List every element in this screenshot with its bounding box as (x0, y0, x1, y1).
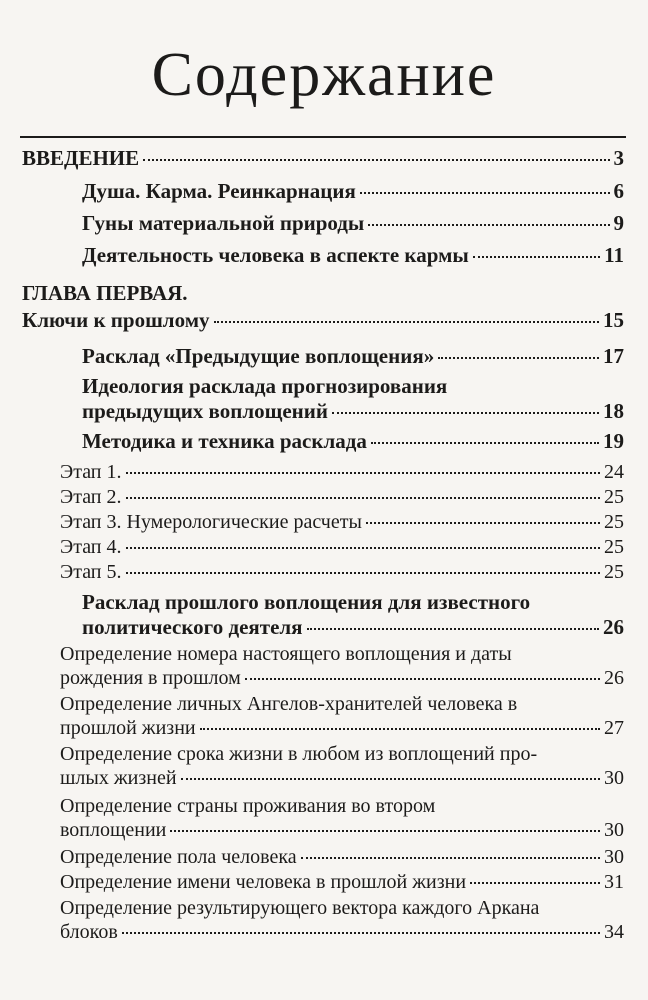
toc-entry-text: политического деятеля (82, 615, 303, 639)
toc-entry-page: 9 (613, 211, 624, 235)
leader-dots (366, 522, 600, 524)
toc-entry-keys-to-past[interactable] (22, 310, 624, 331)
toc-entry-stage-4[interactable] (60, 537, 624, 557)
toc-entry-page: 17 (603, 344, 624, 368)
toc-entry-text: Определение пола человека (60, 846, 297, 868)
toc-entry-page: 24 (604, 461, 624, 483)
leader-dots (170, 830, 600, 832)
toc-entry-text: шлых жизней (60, 767, 177, 789)
toc-entry-page: 6 (613, 179, 624, 203)
toc-entry-text: прошлой жизни (60, 717, 196, 739)
toc-entry-human-activity[interactable] (82, 245, 624, 266)
toc-entry-gender[interactable] (60, 847, 624, 867)
toc-entry-stage-2[interactable] (60, 487, 624, 507)
toc-entry-text: предыдущих воплощений (82, 399, 328, 423)
toc-entry-text: Определение имени человека в прошлой жизни (60, 871, 467, 893)
chapter-heading: ГЛАВА ПЕРВАЯ. (22, 281, 188, 305)
toc-entry-page: 31 (604, 871, 624, 893)
toc-entry-page: 25 (604, 561, 624, 583)
toc-entry-introduction[interactable] (22, 148, 624, 169)
toc-entry-soul-karma[interactable] (82, 181, 624, 202)
toc-entry-text-line1: Определение личных Ангелов-хранителей человека в (60, 693, 518, 715)
leader-dots (360, 192, 610, 194)
toc-entry-previous-incarnations[interactable] (82, 346, 624, 367)
toc-entry-text: Этап 4. (60, 536, 122, 558)
toc-entry-gunas[interactable] (82, 213, 624, 234)
toc-entry-arcana-vector[interactable] (60, 922, 624, 942)
toc-entry-text: Расклад «Предыдущие воплощения» (82, 344, 435, 368)
leader-dots (126, 497, 600, 499)
toc-entry-page: 26 (604, 667, 624, 689)
leader-dots (181, 778, 600, 780)
toc-entry-text-line1: Расклад прошлого воплощения для известного (82, 590, 531, 614)
toc-entry-text: Этап 5. (60, 561, 122, 583)
toc-entry-political-figure[interactable] (82, 617, 624, 638)
toc-entry-page: 30 (604, 819, 624, 841)
toc-entry-guardian-angels[interactable] (60, 718, 624, 738)
leader-dots (332, 412, 599, 414)
toc-entry-text: Деятельность человека в аспекте кармы (82, 243, 469, 267)
toc-entry-text: ВВЕДЕНИЕ (22, 146, 140, 170)
leader-dots (473, 256, 600, 258)
toc-entry-ideology[interactable] (82, 401, 624, 422)
toc-entry-stage-5[interactable] (60, 562, 624, 582)
leader-dots (301, 857, 600, 859)
toc-entry-text: Гуны материальной природы (82, 211, 365, 235)
leader-dots (126, 472, 600, 474)
toc-entry-page: 11 (604, 243, 624, 267)
leader-dots (122, 932, 600, 934)
toc-entry-text-line1: Определение номера настоящего воплощения и даты (60, 643, 512, 665)
toc-entry-text: блоков (60, 921, 118, 943)
leader-dots (126, 572, 600, 574)
leader-dots (245, 678, 600, 680)
toc-entry-stage-1[interactable] (60, 462, 624, 482)
toc-entry-page: 3 (613, 146, 624, 170)
leader-dots (368, 224, 609, 226)
toc-entry-life-span[interactable] (60, 768, 624, 788)
toc-entry-text-line1: Идеология расклада прогнозирования (82, 374, 448, 398)
toc-entry-text: Этап 3. Нумерологические расчеты (60, 511, 362, 533)
toc-entry-page: 34 (604, 921, 624, 943)
page-title: Содержание (151, 41, 497, 109)
toc-entry-page: 19 (603, 429, 624, 453)
toc-entry-page: 25 (604, 486, 624, 508)
toc-entry-text: Душа. Карма. Реинкарнация (82, 179, 356, 203)
leader-dots (214, 321, 600, 323)
toc-entry-text: Этап 1. (60, 461, 122, 483)
toc-entry-text: воплощении (60, 819, 167, 841)
toc-entry-page: 27 (604, 717, 624, 739)
toc-entry-stage-3[interactable] (60, 512, 624, 532)
toc-entry-page: 25 (604, 511, 624, 533)
leader-dots (307, 628, 599, 630)
leader-dots (470, 882, 600, 884)
toc-entry-page: 18 (603, 399, 624, 423)
toc-entry-country[interactable] (60, 820, 624, 840)
toc-entry-page: 30 (604, 767, 624, 789)
toc-entry-text: рождения в прошлом (60, 667, 241, 689)
toc-entry-page: 30 (604, 846, 624, 868)
toc-entry-text-line1: Определение срока жизни в любом из воплощений про- (60, 743, 538, 765)
toc-entry-page: 26 (603, 615, 624, 639)
toc-entry-incarnation-number[interactable] (60, 668, 624, 688)
toc-entry-methodology[interactable] (82, 431, 624, 452)
leader-dots (371, 442, 599, 444)
toc-entry-text-line1: Определение страны проживания во втором (60, 795, 436, 817)
toc-entry-text: Методика и техника расклада (82, 429, 367, 453)
leader-dots (126, 547, 600, 549)
leader-dots (143, 159, 609, 161)
leader-dots (200, 728, 600, 730)
toc-entry-page: 15 (603, 308, 624, 332)
leader-dots (438, 357, 599, 359)
toc-entry-name[interactable] (60, 872, 624, 892)
toc-entry-text-line1: Определение результирующего вектора каждого Аркана (60, 897, 540, 919)
toc-entry-page: 25 (604, 536, 624, 558)
toc-entry-text: Этап 2. (60, 486, 122, 508)
toc-entry-text: Ключи к прошлому (22, 308, 210, 332)
